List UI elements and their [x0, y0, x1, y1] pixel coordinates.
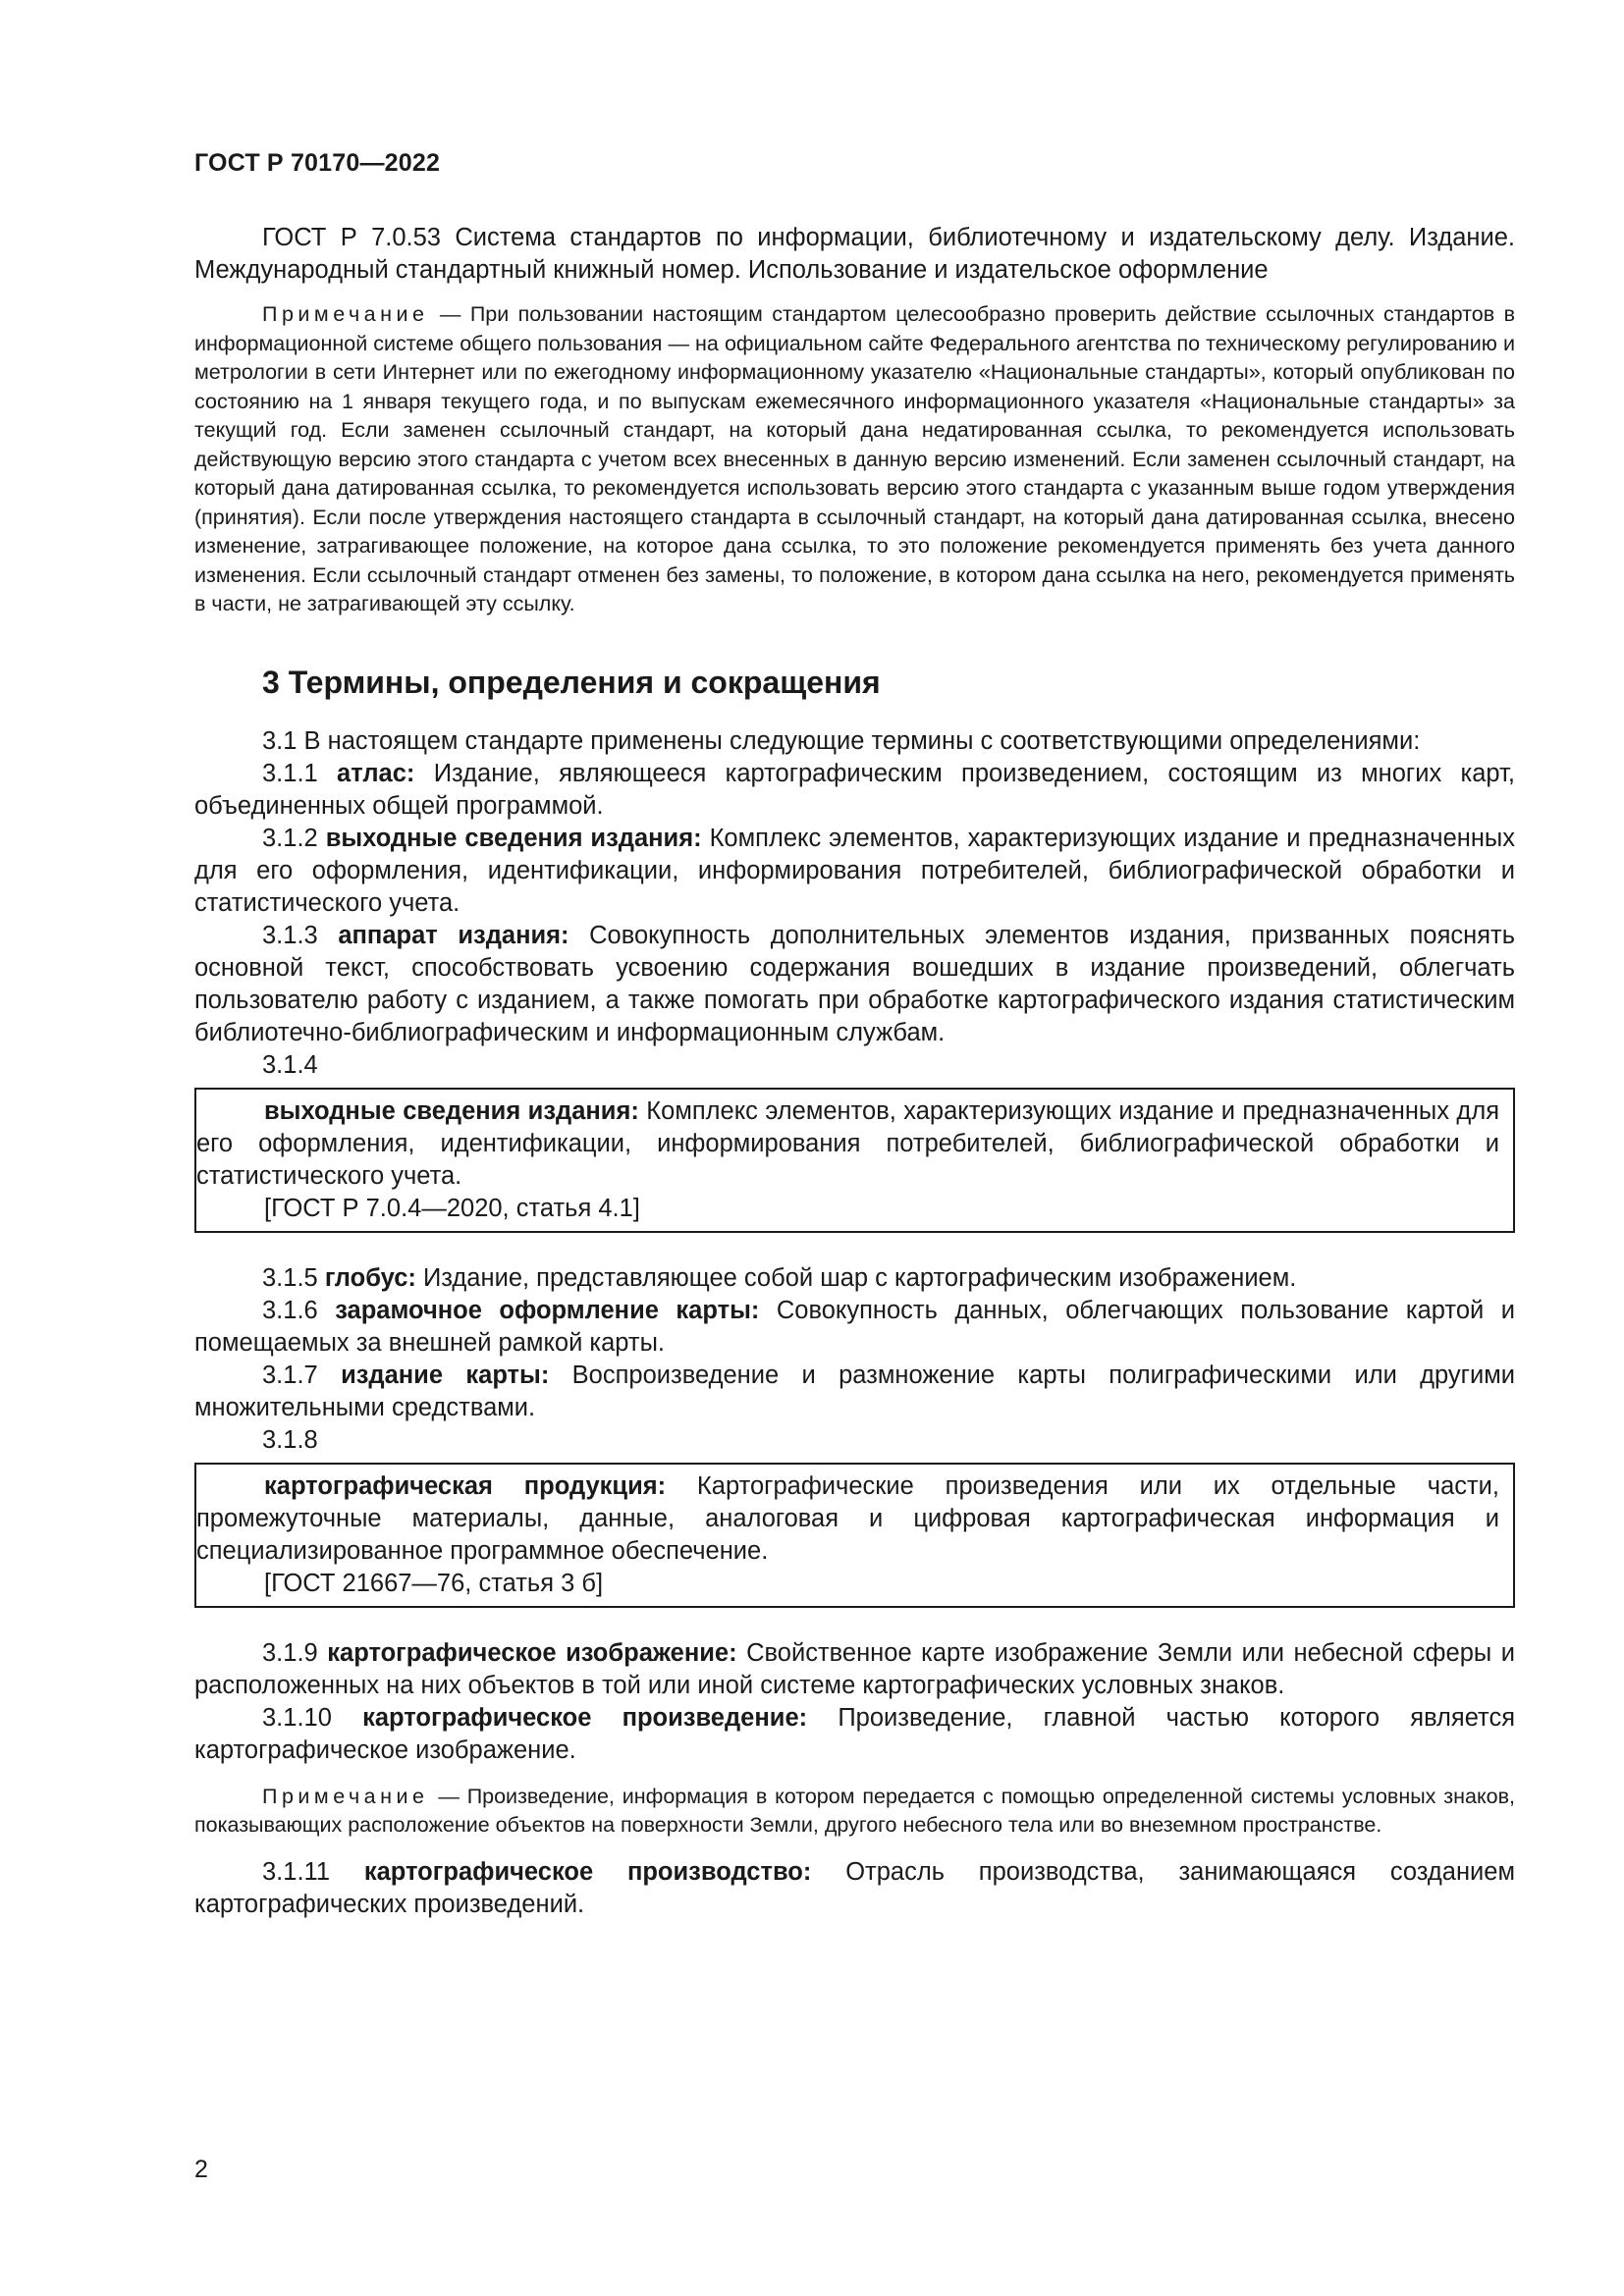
- term-title: картографическое производство:: [363, 1857, 812, 1886]
- term-3-1-1: [194, 758, 1515, 823]
- term-3-1-2: [194, 823, 1515, 920]
- term-definition: Отрасль производства, занимающаяся созданием картографических произведений.: [194, 1857, 1515, 1918]
- term-3-1-10: [194, 1702, 1515, 1767]
- term-title: аппарат издания:: [338, 921, 569, 949]
- term-number: 3.1.1: [262, 759, 318, 787]
- note-text: — При пользовании настоящим стандартом целесообразно проверить действие ссылочных стандартов в информационной системе общего пользования — на официальном сайте Федерального агентства по техническому регулированию и метрологии в сети Интернет или по ежегодному информационному указателю «Национальные стандарты», который опубликован по состоянию на 1 января текущего года, и по выпускам ежемесячного информационного указателя «Национальные стандарты» за текущий год. Если заменен ссылочный стандарт, на который дана недатированная ссылка, то рекомендуется использовать действующую версию этого стандарта с учетом всех внесенных в данную версию изменений. Если заменен ссылочный стандарт, на который дана датированная ссылка, то рекомендуется использовать версию этого стандарта с указанным выше годом утверждения (принятия). Если после утверждения настоящего стандарта в ссылочный стандарт, на который дана датированная ссылка, внесено изменение, затрагивающее положение, на которое дана ссылка, то это положение рекомендуется применять без учета данного изменения. Если ссылочный стандарт отменен без замены, то положение, в котором дана ссылка на него, рекомендуется применять в части, не затрагивающей эту ссылку.: [194, 302, 1516, 615]
- page-content: [194, 222, 1515, 1921]
- term-title: атлас:: [337, 759, 415, 787]
- quoted-definition-box: [194, 1463, 1515, 1608]
- term-number: 3.1.5: [262, 1263, 318, 1292]
- quoted-definition: [196, 1095, 1499, 1193]
- term-number: 3.1.6: [262, 1296, 318, 1324]
- term-3-1-9: [194, 1637, 1515, 1702]
- term-3-1-7: [194, 1360, 1515, 1424]
- term-definition: Комплекс элементов, характеризующих издание и предназначенных для его оформления, идентификации, информирования потребителей, библиографической обработки и статистического учета.: [194, 824, 1515, 917]
- term-title: картографическое произведение:: [362, 1703, 808, 1732]
- term-definition: Свойственное карте изображение Земли или небесной сферы и расположенных на них объектов в той или иной системе картографических условных знаков.: [194, 1638, 1516, 1699]
- term-title: картографическое изображение:: [327, 1638, 737, 1667]
- section-heading: 3 Термины, определения и сокращения: [262, 664, 881, 700]
- term-number: 3.1.3: [262, 921, 318, 949]
- term-definition: Издание, являющееся картографическим произведением, состоящим из многих карт, объединенных общей программой.: [194, 759, 1515, 820]
- term-3-1-5: [194, 1262, 1515, 1295]
- term-definition: Совокупность дополнительных элементов издания, призванных пояснять основной текст, способствовать усвоению содержания вошедших в издание произведений, облегчать пользователю работу с изданием, а также помогать при обработке картографического издания статистическим библиотечно-библиографическим и информационным службам.: [194, 921, 1515, 1046]
- quoted-definition-box: [194, 1088, 1515, 1233]
- term-number: 3.1.2: [262, 824, 318, 852]
- reference-entry: ГОСТ Р 7.0.53 Система стандартов по информации, библиотечному и издательскому делу. Издание. Международный стандартный книжный номер. Использование и издательское оформление: [194, 224, 1515, 284]
- term-title: зарамочное оформление карты:: [335, 1296, 760, 1324]
- term-number-3-1-8: 3.1.8: [262, 1425, 318, 1454]
- term-definition: Воспроизведение и размножение карты полиграфическими или другими множительными средствами.: [194, 1361, 1516, 1421]
- term-definition: Комплекс элементов, характеризующих издание и предназначенных для его оформления, идентификации, информирования потребителей, библиографической обработки и статистического учета.: [196, 1096, 1500, 1190]
- term-number: 3.1.11: [262, 1857, 331, 1886]
- term-definition: Произведение, главной частью которого является картографическое изображение.: [194, 1703, 1516, 1764]
- page-number: 2: [194, 2156, 208, 2183]
- term-title: глобус:: [324, 1263, 416, 1292]
- document-header: ГОСТ Р 70170—2022: [194, 149, 441, 177]
- term-number: 3.1.10: [262, 1703, 332, 1732]
- section-intro: 3.1 В настоящем стандарте применены следующие термины с соответствующими определениями:: [262, 726, 1421, 755]
- note-text: — Произведение, информация в котором передается с помощью определенной системы условных знаков, показывающих расположение объектов на поверхности Земли, другого небесного тела или во внеземном пространстве.: [194, 1784, 1515, 1837]
- note-2: [194, 1783, 1515, 1841]
- note-label: Примечание: [262, 1784, 429, 1808]
- term-3-1-11: [194, 1856, 1515, 1921]
- term-3-1-3: [194, 920, 1515, 1049]
- term-title: издание карты:: [341, 1361, 550, 1389]
- note-label: Примечание: [262, 302, 429, 326]
- term-definition: Совокупность данных, облегчающих пользование картой и помещаемых за внешней рамкой карты.: [194, 1296, 1515, 1357]
- definition-source: [ГОСТ Р 7.0.4—2020, статья 4.1]: [264, 1194, 640, 1222]
- term-definition: Картографические произведения или их отдельные части, промежуточные материалы, данные, аналоговая и цифровая картографическая информация и специализированное программное обеспечение.: [196, 1471, 1500, 1565]
- definition-source: [ГОСТ 21667—76, статья 3 б]: [264, 1569, 604, 1597]
- term-title: картографическая продукция:: [264, 1471, 667, 1500]
- term-title: выходные сведения издания:: [325, 824, 702, 852]
- term-definition: Издание, представляющее собой шар с картографическим изображением.: [422, 1263, 1297, 1292]
- note-1: [194, 300, 1515, 619]
- term-title: выходные сведения издания:: [264, 1096, 639, 1125]
- term-number-3-1-4: 3.1.4: [262, 1050, 318, 1079]
- term-number: 3.1.9: [262, 1638, 318, 1667]
- term-3-1-6: [194, 1295, 1515, 1360]
- quoted-definition: [196, 1470, 1499, 1568]
- term-number: 3.1.7: [262, 1361, 318, 1389]
